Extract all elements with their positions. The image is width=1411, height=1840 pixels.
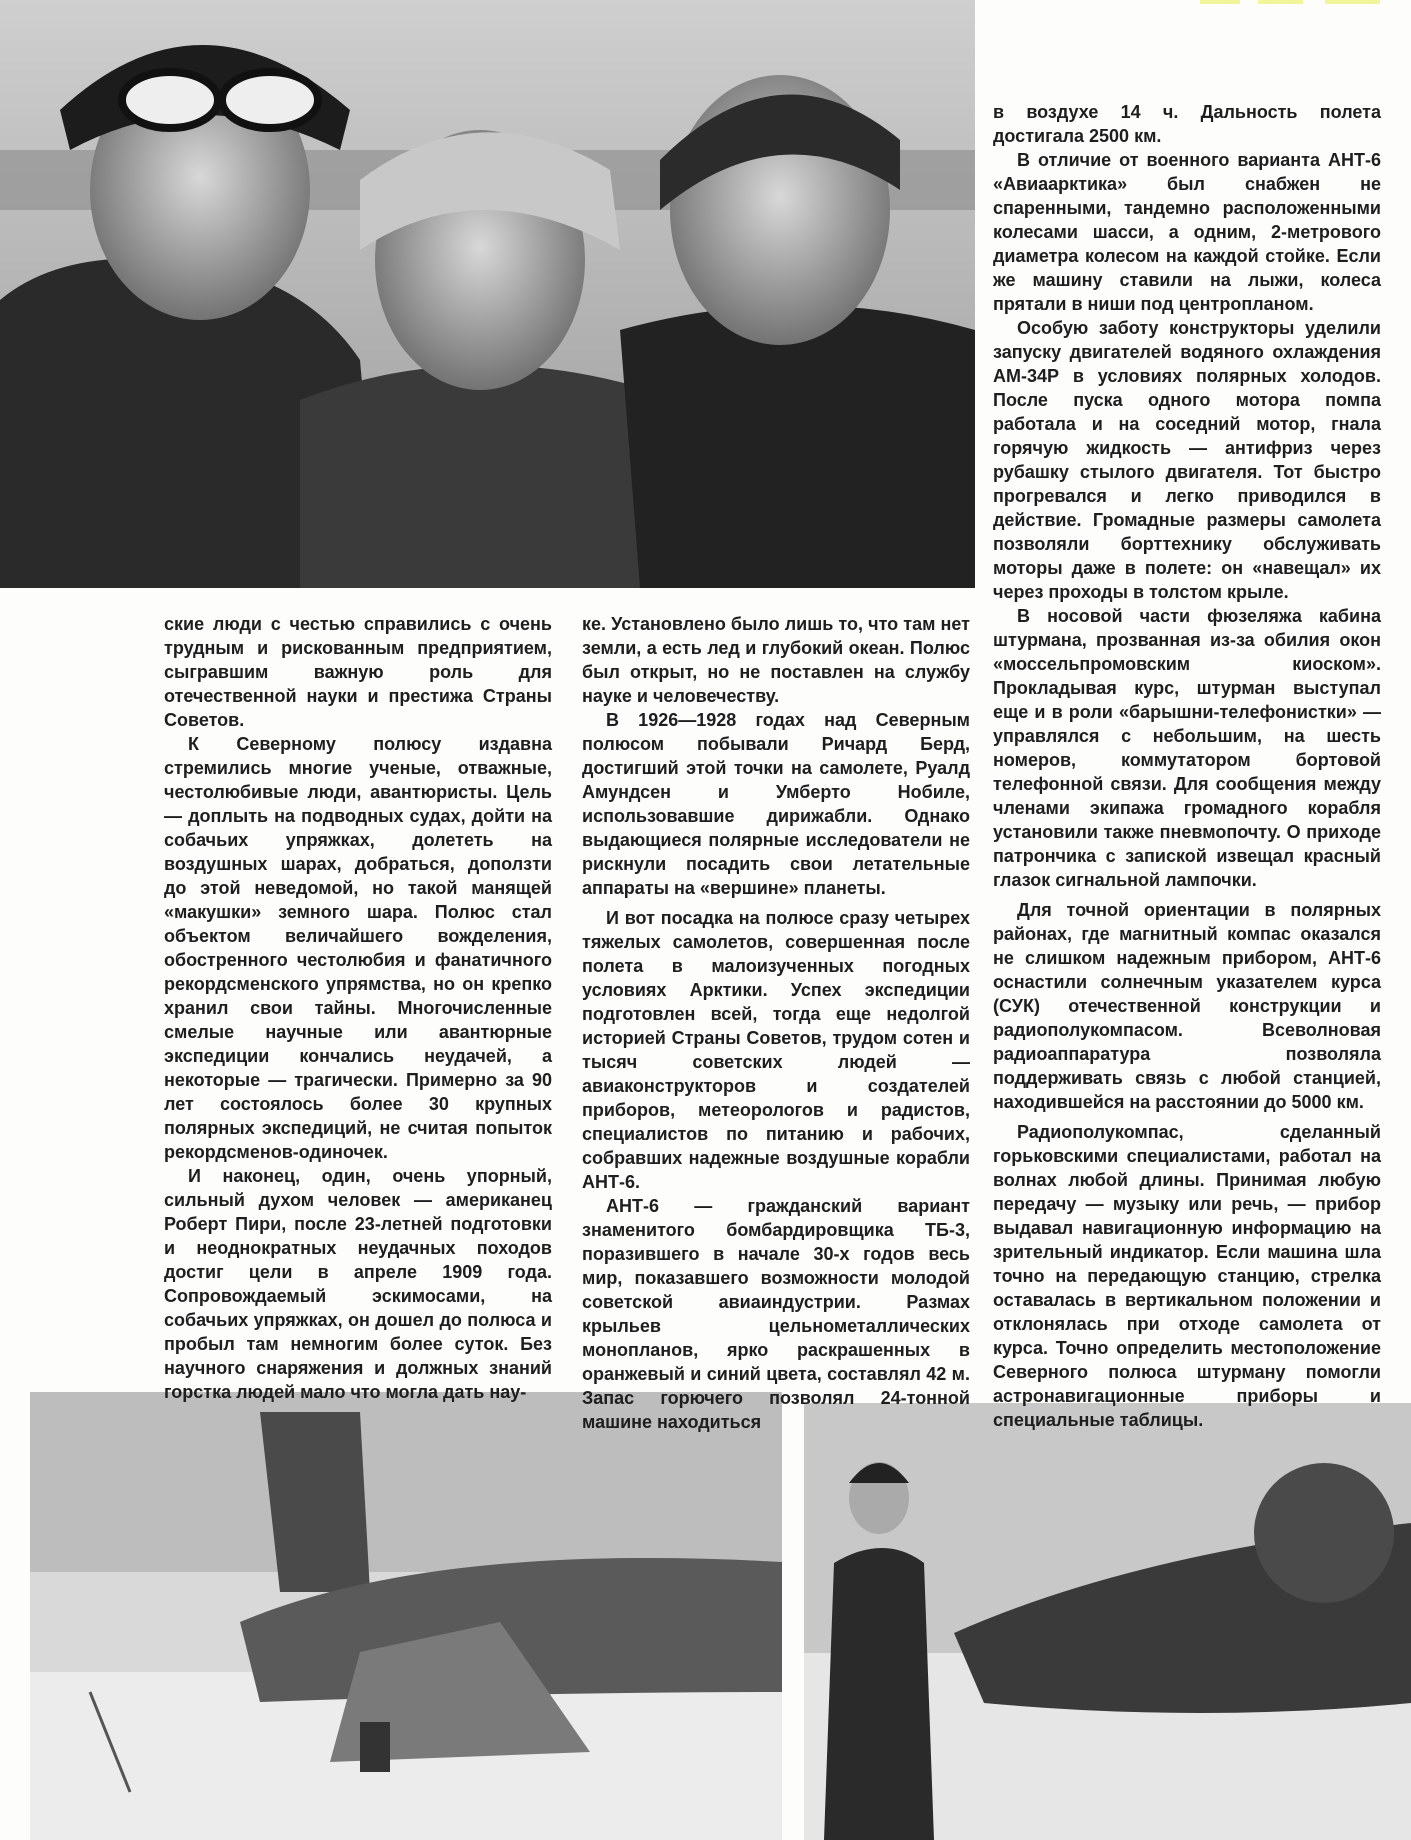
- yellow-print-mark: [1200, 0, 1240, 4]
- yellow-print-mark: [1325, 0, 1380, 4]
- paragraph: В 1926—1928 годах над Северным полюсом побывали Ричард Берд, достигший этой точки на самолете, Руалд Амундсен и Умберто Нобиле, использовавшие дирижабли. Однако выдающиеся полярные исследователи не рискнули посадить свои летательные аппараты на «вершине» планеты.: [582, 710, 970, 898]
- paragraph: АНТ-6 — гражданский вариант знаменитого бомбардировщика ТБ-3, поразившего в начале 30-х годов весь мир, показавшего возможности молодой советской авиаиндустрии. Размах крыльев цельнометаллических монопланов, ярко раскрашенных в оранжевый и синий цвета, составлял 42 м. Запас горючего позволял 24-тонной машине находиться: [582, 1196, 970, 1432]
- yellow-print-mark: [1258, 0, 1303, 4]
- paragraph: ке. Установлено было лишь то, что там нет земли, а есть лед и глубокий океан. Полюс был открыт, но не поставлен на службу науке и человечеству.: [582, 614, 970, 706]
- paragraph: Особую заботу конструкторы уделили запуску двигателей водяного охлаждения АМ-34Р в условиях полярных холодов. После пуска одного мотора помпа работала и на соседний мотор, гнала горячую жидкость — антифриз через рубашку стылого двигателя. Тот быстро прогревался и легко приводился в действие. Громадные размеры самолета позволяли борттехнику обслуживать моторы даже в полете: он «навещал» их через проходы в толстом крыле.: [993, 318, 1381, 602]
- paragraph: ские люди с честью справились с очень трудным и рискованным предприятием, сыгравшим важную роль для отечественной науки и престижа Страны Советов.: [164, 614, 552, 730]
- text-column-3: [993, 100, 1381, 1432]
- paragraph: Для точной ориентации в полярных районах, где магнитный компас оказался не слишком надежным прибором, АНТ-6 оснастили солнечным указателем курса (СУК) отечественной конструкции и радиополукомпасом. Всеволновая радиоаппаратура позволяла поддерживать связь с любой станцией, находившейся на расстоянии до 5000 км.: [993, 900, 1381, 1112]
- text-column-1: [164, 612, 552, 1404]
- paragraph: в воздухе 14 ч. Дальность полета достигала 2500 км.: [993, 102, 1381, 146]
- text-column-2: [582, 612, 970, 1434]
- paragraph: И вот посадка на полюсе сразу четырех тяжелых самолетов, совершенная после полета в малоизученных погодных условиях Арктики. Успех экспедиции подготовлен всей, тогда еще недолгой историей Страны Советов, трудом сотен и тысяч советских людей — авиаконструкторов и создателей приборов, метеорологов и радистов, специалистов по питанию и рабочих, собравших надежные воздушные корабли АНТ-6.: [582, 908, 970, 1192]
- paragraph: В отличие от военного варианта АНТ-6 «Авиаарктика» был снабжен не спаренными, тандемно расположенными колесами шасси, а одним, 2-метрового диаметра колесом на каждой стойке. Если же машину ставили на лыжи, колеса прятали в ниши под центропланом.: [993, 150, 1381, 314]
- plane-and-tent-photo: [30, 1392, 782, 1840]
- three-aviators-photo: [0, 0, 975, 588]
- paragraph: К Северному полюсу издавна стремились многие ученые, отважные, честолюбивые люди, авантюристы. Цель — доплыть на подводных судах, дойти на собачьих упряжках, долететь на воздушных шарах, добраться, доползти до этой неведомой, но такой манящей «макушки» земного шара. Полюс стал объектом величайшего вожделения, обостренного честолюбия и фанатичного рекордсменского упрямства, но он крепко хранил свои тайны. Многочисленные смелые научные или авантюрные экспедиции кончались неудачей, а некоторые — трагически. Примерно за 90 лет состоялось более 30 крупных полярных экспедиций, не считая попыток рекордсменов-одиночек.: [164, 734, 552, 1162]
- paragraph: Радиополукомпас, сделанный горьковскими специалистами, работал на волнах любой длины. Принимая любую передачу — музыку или речь, — прибор выдавал навигационную информацию на зрительный индикатор. Если машина шла точно на передающую станцию, стрелка оставалась в вертикальном положении и отклонялась при отходе самолета от курса. Точно определить местоположение Северного полюса штурману помогли астронавигационные приборы и специальные таблицы.: [993, 1122, 1381, 1430]
- paragraph: И наконец, один, очень упорный, сильный духом человек — американец Роберт Пири, после 23-летней подготовки и неоднократных неудачных походов достиг цели в апреле 1909 года. Сопровождаемый эскимосами, на собачьих упряжках, он дошел до полюса и пробыл там немногим более суток. Без научного снаряжения и должных знаний горстка людей мало что могла дать нау-: [164, 1166, 552, 1402]
- pilot-and-plane-photo: [804, 1403, 1411, 1840]
- paragraph: В носовой части фюзеляжа кабина штурмана, прозванная из-за обилия окон «моссельпромовским киоском». Прокладывая курс, штурман выступал еще и в роли «барышни-телефонистки» — управлялся с небольшим, на шесть номеров, коммутатором бортовой телефонной связи. Для сообщения между членами экипажа громадного корабля установили также пневмопочту. О приходе патрончика с запиской извещал красный глазок сигнальной лампочки.: [993, 606, 1381, 890]
